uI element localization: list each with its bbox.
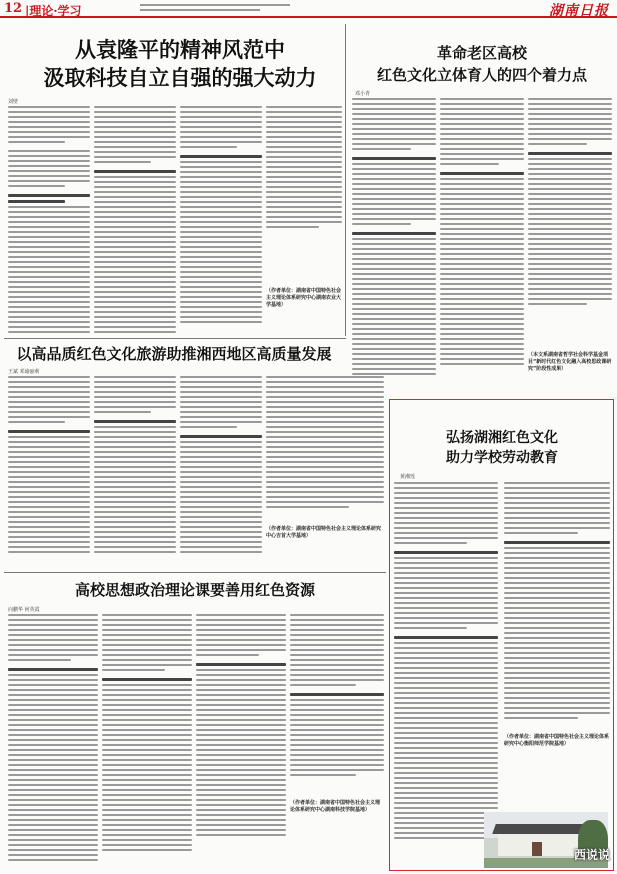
article-title: 高校思想政治理论课要善用红色资源	[74, 581, 315, 599]
article-title: 以高品质红色文化旅游助推湘西地区高质量发展	[16, 345, 332, 363]
masthead	[0, 0, 617, 18]
newspaper-logo: 湖南日报	[549, 3, 609, 19]
article-body	[8, 614, 98, 866]
page-number: 12	[4, 1, 23, 16]
article-body	[394, 482, 498, 866]
article-footnote: （作者单位：湖南省中国特色社会主义理论体系研究中心湖南科技学院基地）	[290, 800, 381, 813]
divider	[4, 338, 346, 339]
article-footnote: （作者单位：湖南省中国特色社会主义理论体系研究中心衡阳师范学院基地）	[504, 734, 610, 747]
article-body	[180, 376, 262, 566]
article-body	[8, 376, 90, 566]
article-body	[8, 106, 90, 334]
article-body	[504, 482, 610, 724]
article-body	[196, 614, 286, 866]
article-author: 刘壁	[8, 99, 19, 105]
article-body	[440, 98, 524, 388]
article-body	[266, 376, 384, 520]
article-body	[94, 106, 176, 334]
watermark: 西说说	[574, 848, 611, 862]
divider	[345, 24, 346, 336]
article-body	[180, 106, 262, 334]
article-title: 革命老区高校 红色文化立体育人的四个着力点	[376, 44, 587, 84]
article-footnote: （本文系湖南省哲学社会科学基金项目“新时代红色文化融入高校思政课研究”阶段性成果）	[528, 352, 612, 372]
article-author: 王斌 邓瑜丽莉	[8, 369, 40, 375]
article-title: 从袁隆平的精神风范中 汲取科技自立自强的强大动力	[43, 38, 317, 90]
article-author: 邓小青	[355, 91, 371, 97]
divider	[4, 572, 386, 573]
article-footnote: （作者单位：湖南省中国特色社会主义理论体系研究中心湖南农业大学基地）	[266, 288, 342, 308]
article-body	[290, 614, 384, 794]
article-body	[102, 614, 192, 866]
article-author: 向鹏华 何英霞	[8, 607, 40, 613]
article-title: 弘扬湖湘红色文化 助力学校劳动教育	[446, 430, 558, 466]
article-author: 黄湘莲	[400, 474, 416, 480]
article-body	[528, 98, 612, 344]
section-name: |理论·学习	[25, 4, 82, 18]
article-body	[94, 376, 176, 566]
article-body	[352, 98, 436, 388]
article-footnote: （作者单位：湖南省中国特色社会主义理论体系研究中心吉首大学基地）	[266, 526, 382, 539]
issue-info	[140, 3, 300, 13]
